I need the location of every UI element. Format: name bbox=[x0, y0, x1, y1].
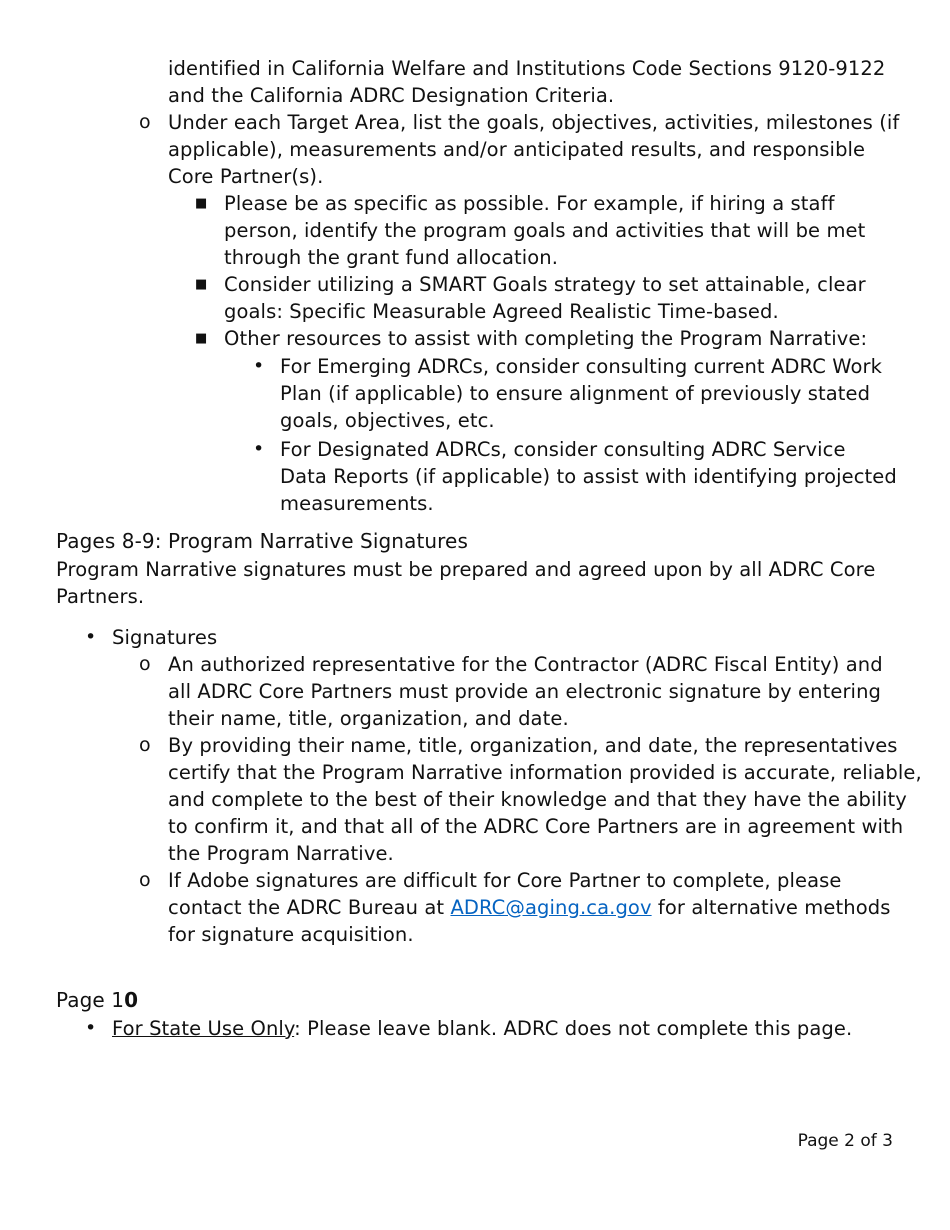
designated-line-1: For Designated ADRCs, consider consulting ADRC Service bbox=[280, 438, 846, 461]
hollow-bullet-icon: o bbox=[139, 734, 151, 756]
adobe-contact-text: contact the ADRC Bureau at bbox=[168, 896, 451, 919]
adrc-email-link[interactable]: ADRC@aging.ca.gov bbox=[450, 896, 652, 919]
target-area-line-1: Under each Target Area, list the goals, objectives, activities, milestones (if bbox=[168, 111, 900, 134]
hollow-bullet-icon: o bbox=[139, 111, 151, 133]
adobe-line-2 bbox=[168, 894, 890, 921]
dot-bullet-icon: • bbox=[85, 626, 97, 648]
designated-line-2: Data Reports (if applicable) to assist with identifying projected bbox=[280, 465, 897, 488]
certify-line-1: By providing their name, title, organization, and date, the representatives bbox=[168, 734, 898, 757]
square-bullet-icon: ■ bbox=[195, 277, 208, 292]
signatures-intro-line-1: Program Narrative signatures must be prepared and agreed upon by all ADRC Core bbox=[56, 558, 876, 581]
adobe-methods-text: for alternative methods bbox=[651, 896, 891, 919]
signatures-intro-line-2: Partners. bbox=[56, 585, 145, 608]
carryover-line-1: identified in California Welfare and Institutions Code Sections 9120-9122 bbox=[168, 57, 886, 80]
page10-heading-bold: 0 bbox=[124, 988, 139, 1012]
target-area-line-2: applicable), measurements and/or anticipated results, and responsible bbox=[168, 138, 866, 161]
specific-line-3: through the grant fund allocation. bbox=[224, 246, 559, 269]
authorized-line-1: An authorized representative for the Contractor (ADRC Fiscal Entity) and bbox=[168, 653, 883, 676]
specific-line-2: person, identify the program goals and activities that will be met bbox=[224, 219, 866, 242]
hollow-bullet-icon: o bbox=[139, 869, 151, 891]
certify-line-2: certify that the Program Narrative information provided is accurate, reliable, bbox=[168, 761, 922, 784]
specific-line-1: Please be as specific as possible. For example, if hiring a staff bbox=[224, 192, 835, 215]
square-bullet-icon: ■ bbox=[195, 196, 208, 211]
page10-heading-text: Page 1 bbox=[56, 988, 125, 1012]
dot-bullet-icon: • bbox=[253, 355, 265, 377]
authorized-line-3: their name, title, organization, and date. bbox=[168, 707, 569, 730]
designated-line-3: measurements. bbox=[280, 492, 434, 515]
page10-heading bbox=[56, 987, 138, 1014]
target-area-line-3: Core Partner(s). bbox=[168, 165, 324, 188]
certify-line-5: the Program Narrative. bbox=[168, 842, 394, 865]
page-number: Page 2 of 3 bbox=[797, 1131, 893, 1151]
resources-line: Other resources to assist with completing the Program Narrative: bbox=[224, 327, 868, 350]
smart-line-1: Consider utilizing a SMART Goals strategy to set attainable, clear bbox=[224, 273, 866, 296]
carryover-line-2: and the California ADRC Designation Criteria. bbox=[168, 84, 615, 107]
signatures-heading: Pages 8-9: Program Narrative Signatures bbox=[56, 529, 468, 553]
dot-bullet-icon: • bbox=[85, 1017, 97, 1039]
hollow-bullet-icon: o bbox=[139, 653, 151, 675]
adobe-line-3: for signature acquisition. bbox=[168, 923, 414, 946]
dot-bullet-icon: • bbox=[253, 438, 265, 460]
certify-line-3: and complete to the best of their knowledge and that they have the ability bbox=[168, 788, 907, 811]
authorized-line-2: all ADRC Core Partners must provide an electronic signature by entering bbox=[168, 680, 882, 703]
emerging-line-1: For Emerging ADRCs, consider consulting current ADRC Work bbox=[280, 355, 882, 378]
state-use-line bbox=[112, 1015, 852, 1042]
emerging-line-2: Plan (if applicable) to ensure alignment of previously stated bbox=[280, 382, 871, 405]
signatures-item-label: Signatures bbox=[112, 626, 218, 649]
smart-line-2: goals: Specific Measurable Agreed Realistic Time-based. bbox=[224, 300, 779, 323]
certify-line-4: to confirm it, and that all of the ADRC Core Partners are in agreement with bbox=[168, 815, 904, 838]
adobe-line-1: If Adobe signatures are difficult for Core Partner to complete, please bbox=[168, 869, 842, 892]
state-use-label: For State Use Only bbox=[112, 1017, 295, 1040]
emerging-line-3: goals, objectives, etc. bbox=[280, 409, 495, 432]
state-use-text: : Please leave blank. ADRC does not complete this page. bbox=[294, 1017, 853, 1040]
square-bullet-icon: ■ bbox=[195, 331, 208, 346]
